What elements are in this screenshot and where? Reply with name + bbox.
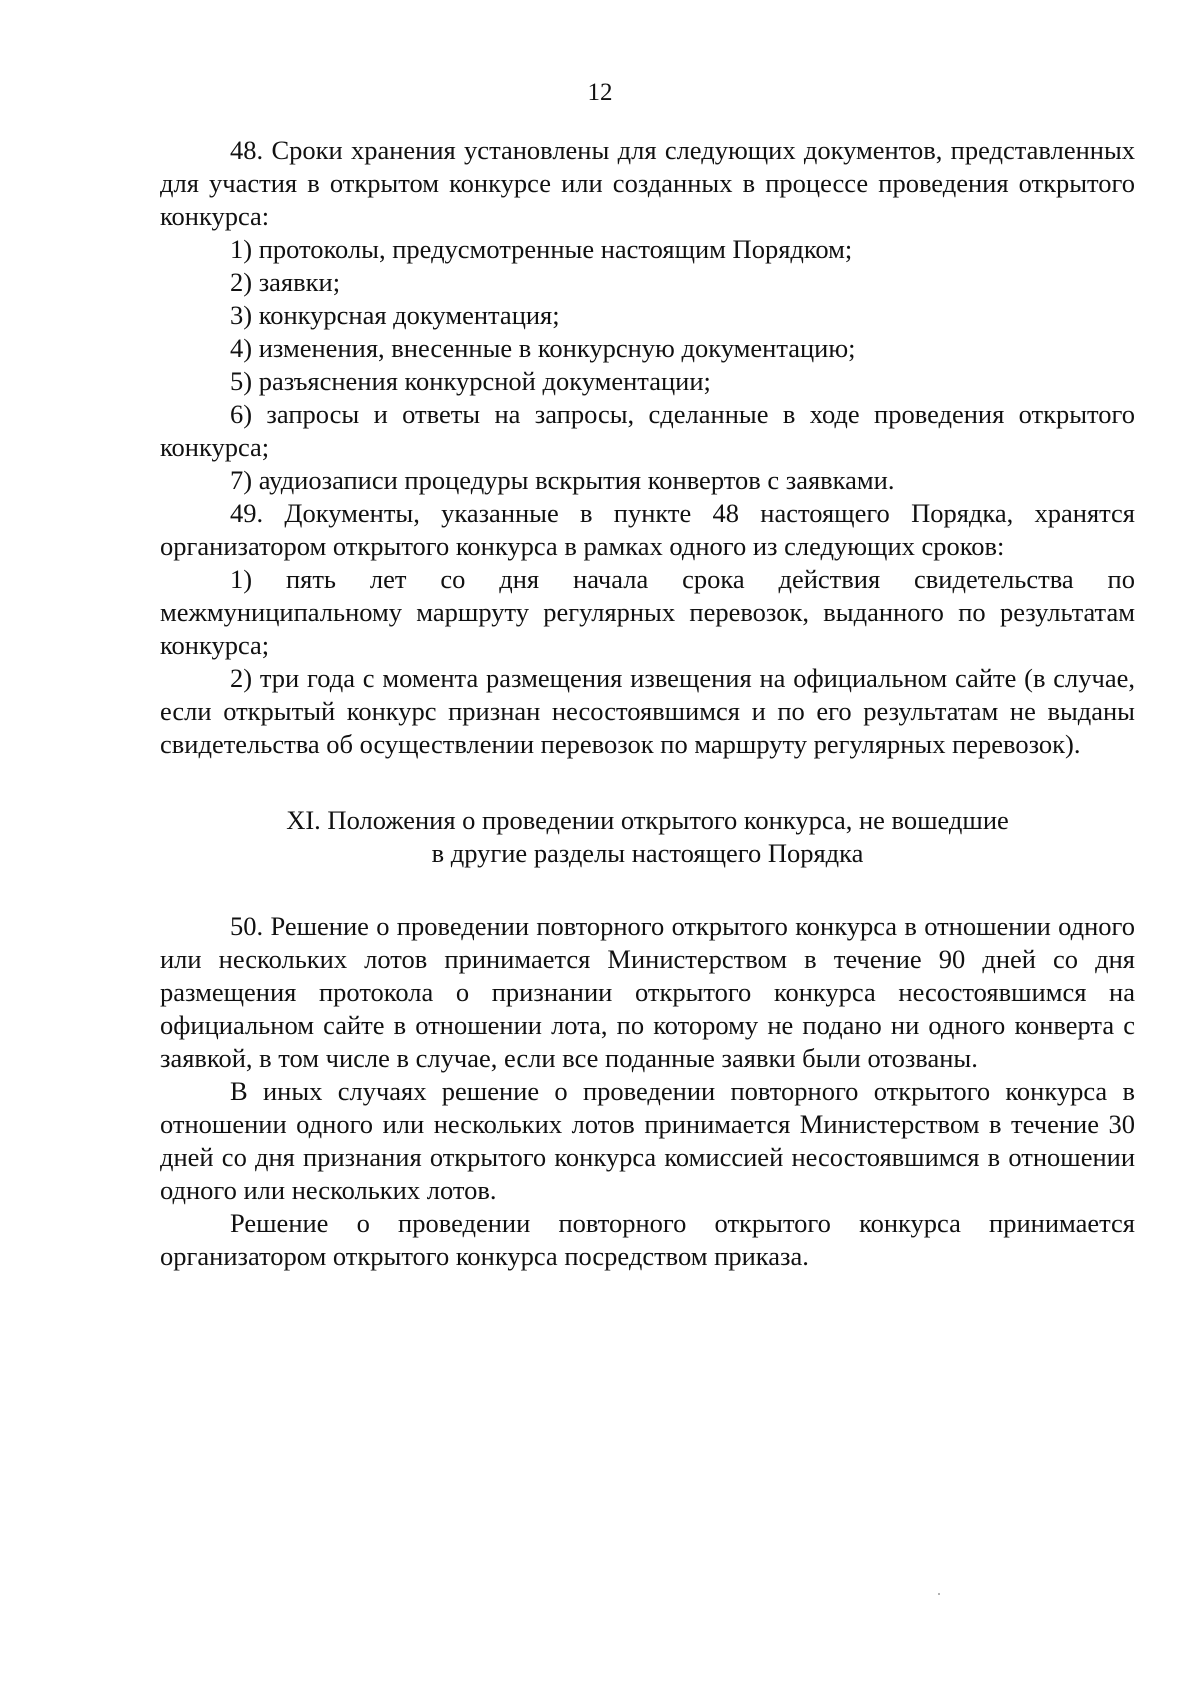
paragraph-48-item-4: 4) изменения, внесенные в конкурсную документацию; (230, 333, 856, 363)
document-body (160, 134, 1135, 1273)
paragraph-48-item-3: 3) конкурсная документация; (230, 300, 560, 330)
paragraph-48-item-6: 6) запросы и ответы на запросы, сделанные в ходе проведения открытого конкурса; (160, 399, 1135, 462)
paragraph-48-item-2: 2) заявки; (230, 267, 341, 297)
paragraph-49-item-2: 2) три года с момента размещения извещения на официальном сайте (в случае, если открытый конкурс признан несостоявшимся и по его результатам не выданы свидетельства об осуществлении перевозок по маршруту регулярных перевозок). (160, 663, 1135, 759)
paragraph-48-intro: 48. Сроки хранения установлены для следующих документов, представленных для участия в открытом конкурсе или созданных в процессе проведения открытого конкурса: (160, 135, 1135, 231)
paragraph-48-item-5: 5) разъяснения конкурсной документации; (230, 366, 711, 396)
section-xi-heading-line-2: в другие разделы настоящего Порядка (431, 838, 864, 868)
paragraph-48-item-7: 7) аудиозаписи процедуры вскрытия конвертов с заявками. (230, 465, 895, 495)
paragraph-48-item-1: 1) протоколы, предусмотренные настоящим Порядком; (230, 234, 853, 264)
scan-speck (938, 1593, 940, 1595)
section-xi-heading-line-1: XI. Положения о проведении открытого конкурса, не вошедшие (286, 805, 1009, 835)
paragraph-50-part-3: Решение о проведении повторного открытого конкурса принимается организатором открытого конкурса посредством приказа. (160, 1208, 1135, 1271)
section-xi-heading (160, 804, 1135, 870)
paragraph-50-part-2: В иных случаях решение о проведении повторного открытого конкурса в отношении одного или нескольких лотов принимается Министерством в течение 30 дней со дня признания открытого конкурса комиссией несостоявшимся в отношении одного или нескольких лотов. (160, 1076, 1135, 1205)
paragraph-49-intro: 49. Документы, указанные в пункте 48 настоящего Порядка, хранятся организатором открытого конкурса в рамках одного из следующих сроков: (160, 498, 1135, 561)
paragraph-50-part-1: 50. Решение о проведении повторного открытого конкурса в отношении одного или нескольких лотов принимается Министерством в течение 90 дней со дня размещения протокола о признании открытого конкурса несостоявшимся на официальном сайте в отношении лота, по которому не подано ни одного конверта с заявкой, в том числе в случае, если все поданные заявки были отозваны. (160, 911, 1135, 1073)
page-number: 12 (587, 79, 613, 106)
paragraph-49-item-1: 1) пять лет со дня начала срока действия свидетельства по межмуниципальному маршруту регулярных перевозок, выданного по результатам конкурса; (160, 564, 1135, 660)
